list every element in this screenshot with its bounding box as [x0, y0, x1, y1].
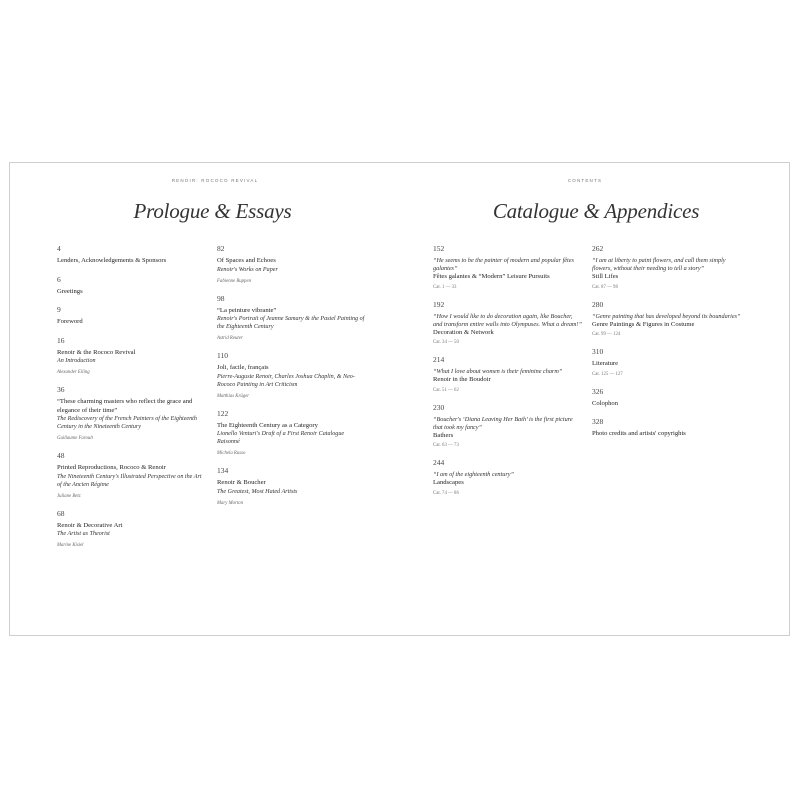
- page-number: 134: [217, 466, 229, 475]
- entry-title: “La peinture vibrante”: [217, 306, 277, 314]
- entry-quote: “Genre painting that has developed beyond its boundaries”: [592, 312, 741, 320]
- page-number: 192: [433, 299, 445, 309]
- entry-subtitle: The Nineteenth Century's Illustrated Perspective on the Art of the Ancien Régime: [57, 473, 202, 488]
- entry-title: Greetings: [57, 287, 83, 295]
- entry-title: Bathers: [433, 431, 454, 439]
- toc-entry: [433, 355, 583, 394]
- entry-title: Photo credits and artists' copyrights: [592, 430, 686, 437]
- catalogue-range: Cat. 99 — 124: [592, 332, 621, 337]
- toc-entry: [57, 244, 202, 266]
- toc-entry: [592, 387, 742, 409]
- page-number: 68: [57, 508, 65, 518]
- entry-title: Renoir & Decorative Art: [57, 521, 123, 529]
- catalogue-range: Cat. 1 — 33: [433, 284, 457, 290]
- toc-entry: [217, 244, 367, 285]
- toc-entry: [592, 417, 742, 439]
- page-number: 262: [592, 244, 604, 253]
- entry-author: Mary Morton: [217, 500, 243, 506]
- page-number: 48: [57, 451, 65, 460]
- toc-entry: [592, 244, 742, 291]
- entry-title: Colophon: [592, 399, 619, 407]
- entry-subtitle: Pierre-Auguste Renoir, Charles Joshua Chaplin, & Neo-Rococo Painting in Art Criticism: [217, 373, 355, 388]
- entry-subtitle: Lionello Venturi's Draft of a First Renoir Catalogue Raisonné: [217, 431, 345, 445]
- catalogue-range: Cat. 63 — 73: [433, 443, 459, 448]
- catalogue-range: Cat. 125 — 127: [592, 371, 623, 377]
- toc-column-right-2: [592, 244, 742, 448]
- entry-author: Alexander Eiling: [57, 370, 90, 375]
- entry-title: Of Spaces and Echoes: [217, 257, 276, 264]
- entry-quote: “I am at liberty to paint flowers, and call them simply flowers, without their needing to tell a story”: [592, 257, 726, 272]
- toc-entry: [57, 385, 202, 442]
- entry-author: Fabienne Ruppen: [217, 278, 251, 284]
- page-number: 230: [433, 402, 445, 412]
- toc-entry: [217, 351, 367, 400]
- entry-quote: “I am of the eighteenth century”: [433, 471, 514, 478]
- section-title-prologue: Prologue & Essays: [133, 199, 292, 223]
- toc-entry: [433, 403, 583, 450]
- entry-subtitle: Renoir's Works on Paper: [217, 266, 278, 273]
- entry-author: Guillaume Faroult: [57, 436, 93, 441]
- entry-title: Decoration & Network: [433, 328, 494, 336]
- page-number: 16: [57, 335, 65, 345]
- entry-title: Still Lifes: [592, 273, 619, 280]
- page-number: 82: [217, 244, 225, 253]
- entry-title: Landscapes: [433, 479, 464, 486]
- catalogue-range: Cat. 34 — 50: [433, 340, 459, 345]
- entry-quote: “Boucher's ‘Diana Leaving Her Bath’ is the first picture that took my fancy”: [433, 415, 573, 431]
- entry-quote: “What I love about women is their feminine charm”: [433, 368, 563, 375]
- entry-subtitle: The Artist as Theorist: [57, 531, 110, 537]
- entry-title: Genre Paintings & Figures in Costume: [592, 320, 695, 328]
- page-number: 98: [217, 293, 225, 303]
- book-spread: [9, 162, 790, 636]
- page-number: 110: [217, 351, 228, 360]
- entry-title: Renoir & Boucher: [217, 479, 266, 486]
- running-head-right: CONTENTS: [567, 178, 603, 183]
- toc-entry: [592, 300, 742, 339]
- entry-title: Renoir & the Rococo Revival: [57, 348, 136, 356]
- toc-entry: [217, 409, 367, 458]
- entry-author: Michela Russo: [217, 451, 246, 456]
- page-number: 36: [57, 385, 65, 394]
- entry-title: Lenders, Acknowledgements & Sponsors: [57, 257, 167, 264]
- entry-title: Foreword: [57, 318, 83, 325]
- page-number: 310: [592, 347, 604, 356]
- entry-title: Literature: [592, 360, 618, 367]
- entry-subtitle: An Introduction: [57, 358, 96, 364]
- left-page: [10, 163, 400, 635]
- entry-author: Juliane Betz: [57, 493, 81, 499]
- entry-title: Printed Reproductions, Rococo & Renoir: [57, 464, 166, 471]
- running-head-left: RENOIR: ROCOCO REVIVAL: [171, 178, 259, 183]
- entry-quote: “He seems to be the painter of modern and popular fêtes galantes”: [433, 257, 574, 272]
- page-number: 328: [592, 417, 604, 426]
- toc-entry: [57, 275, 202, 297]
- catalogue-range: Cat. 74 — 86: [433, 490, 459, 496]
- toc-entry: [217, 466, 367, 507]
- entry-title: “These charming masters who reflect the grace and elegance of their time”: [57, 398, 193, 414]
- entry-title: Renoir in the Boudoir: [433, 376, 491, 383]
- page-number: 244: [433, 458, 445, 467]
- toc-entry: [57, 305, 202, 327]
- toc-entry: [433, 300, 583, 347]
- page-number: 6: [57, 274, 61, 284]
- page-number: 326: [592, 386, 604, 396]
- entry-subtitle: The Rediscovery of the French Painters of the Eighteenth Century in the Nineteenth Century: [57, 416, 197, 430]
- entry-title: Fêtes galantes & “Modern” Leisure Pursuits: [433, 273, 550, 280]
- entry-subtitle: Renoir's Portrait of Jeanne Samary & the Pastel Painting of the Eighteenth Century: [217, 316, 365, 330]
- entry-subtitle: The Greatest, Most Hated Artists: [217, 488, 298, 495]
- toc-entry: [217, 294, 367, 343]
- toc-entry: [592, 347, 742, 378]
- toc-entry: [433, 458, 583, 497]
- entry-title: The Eighteenth Century as a Category: [217, 421, 318, 429]
- page-number: 280: [592, 299, 604, 309]
- right-page: [400, 163, 790, 635]
- toc-entry: [57, 451, 202, 500]
- toc-column-right-1: [433, 244, 583, 506]
- entry-author: Marine Kisiel: [57, 543, 84, 548]
- entry-author: Astrid Reuter: [217, 336, 243, 341]
- page-number: 152: [433, 244, 445, 253]
- toc-column-left-1: [57, 244, 202, 558]
- catalogue-range: Cat. 51 — 62: [433, 387, 459, 393]
- catalogue-range: Cat. 87 — 98: [592, 284, 618, 290]
- entry-author: Matthias Krüger: [217, 393, 250, 399]
- page-number: 122: [217, 408, 229, 418]
- page-number: 9: [57, 305, 61, 314]
- toc-column-left-2: [217, 244, 367, 516]
- entry-quote: “How I would like to do decoration again, like Boucher, and transform entire walls into Olympuses. What a dream!”: [433, 312, 582, 328]
- toc-entry: [57, 336, 202, 377]
- page-number: 4: [57, 244, 61, 253]
- toc-entry: [57, 509, 202, 550]
- entry-title: Joli, facile, français: [217, 364, 269, 371]
- section-title-catalogue: Catalogue & Appendices: [492, 199, 700, 223]
- toc-entry: [433, 244, 583, 291]
- page-number: 214: [433, 355, 445, 364]
